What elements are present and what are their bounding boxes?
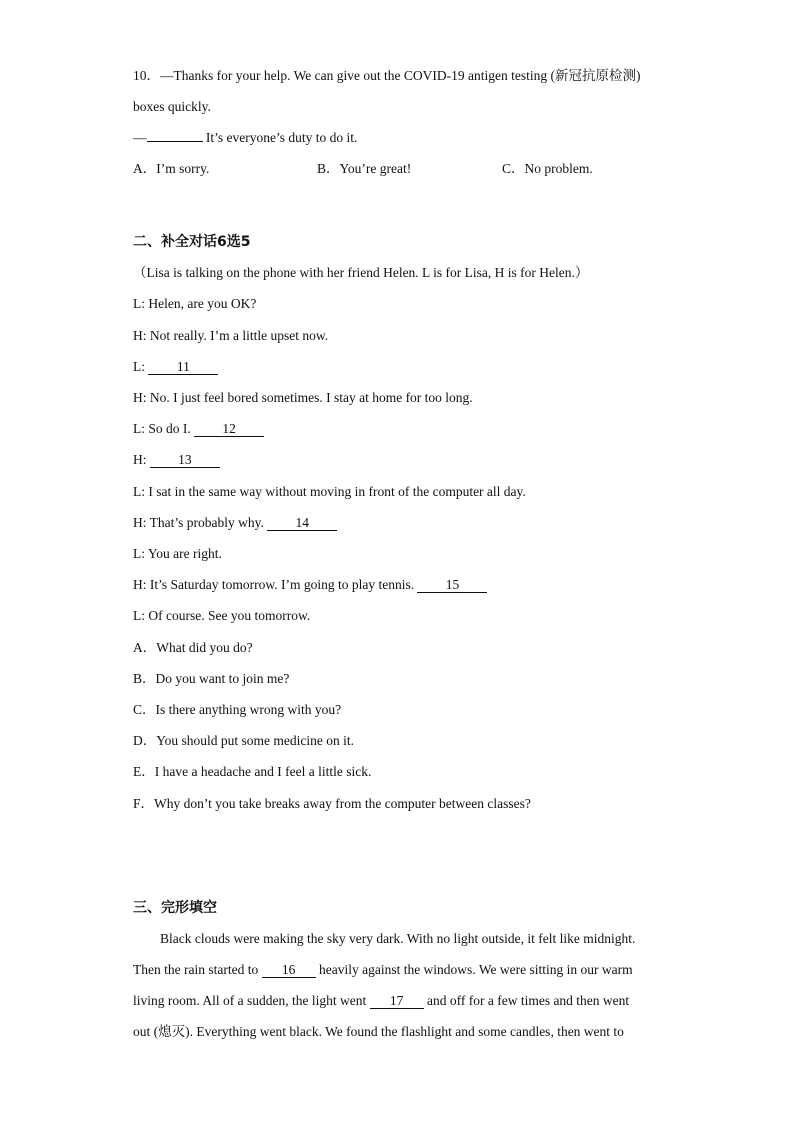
passage-line-1: Black clouds were making the sky very dark. With no light outside, it felt like midnight. [160,931,636,946]
blank-13[interactable]: 13 [150,452,220,468]
dialogue-line-2: H: Not really. I’m a little upset now. [133,328,329,343]
blank-12[interactable]: 12 [194,421,264,437]
blank-11[interactable]: 11 [148,359,218,375]
dialogue-line-9: L: You are right. [133,546,222,561]
passage-line-4: out (熄灭). Everything went black. We found the flashlight and some candles, then went to [133,1024,624,1039]
dialogue-line-11: L: Of course. See you tomorrow. [133,608,311,623]
choice-f[interactable]: F．Why don’t you take breaks away from the computer between classes? [133,796,531,811]
choice-e[interactable]: E．I have a headache and I feel a little sick. [133,764,372,779]
dialogue-line-6: H: 13 [133,451,220,469]
q10-option-c[interactable]: C．No problem. [502,161,593,176]
choice-b[interactable]: B．Do you want to join me? [133,671,290,686]
section3-heading: 三、完形填空 [133,900,217,916]
section2-intro: （Lisa is talking on the phone with her friend Helen. L is for Lisa, H is for Helen.） [133,265,589,280]
blank-14[interactable]: 14 [267,515,337,531]
q10-answer-blank[interactable] [147,141,203,142]
q10-reply-line: — It’s everyone’s duty to do it. [133,130,358,145]
choice-c[interactable]: C．Is there anything wrong with you? [133,702,342,717]
section2-heading: 二、补全对话6选5 [133,234,251,250]
passage-line-2: Then the rain started to 16 heavily against the windows. We were sitting in our warm [133,962,633,977]
dialogue-line-10: H: It’s Saturday tomorrow. I’m going to play tennis. 15 [133,576,487,594]
dialogue-line-1: L: Helen, are you OK? [133,296,257,311]
q10-stem-line1 [133,67,640,85]
q10-stem-text: —Thanks for your help. We can give out the COVID-19 antigen testing (新冠抗原检测) [160,68,641,83]
q10-number: 10． [133,68,160,83]
q10-stem-line2: boxes quickly. [133,99,211,114]
dialogue-line-3: L: 11 [133,358,218,376]
passage-line-3: living room. All of a sudden, the light went 17 and off for a few times and then went [133,993,630,1008]
q10-option-a[interactable]: A．I’m sorry. [133,161,210,176]
q10-option-b[interactable]: B．You’re great! [317,161,412,176]
dialogue-line-5: L: So do I. 12 [133,420,264,438]
dialogue-line-8: H: That’s probably why. 14 [133,514,337,532]
choice-a[interactable]: A．What did you do? [133,640,253,655]
blank-15[interactable]: 15 [417,577,487,593]
choice-d[interactable]: D．You should put some medicine on it. [133,733,355,748]
dialogue-line-4: H: No. I just feel bored sometimes. I stay at home for too long. [133,390,473,405]
blank-16[interactable]: 16 [262,962,316,978]
dialogue-line-7: L: I sat in the same way without moving in front of the computer all day. [133,484,526,499]
blank-17[interactable]: 17 [370,993,424,1009]
q10-reply-text: It’s everyone’s duty to do it. [202,130,358,145]
